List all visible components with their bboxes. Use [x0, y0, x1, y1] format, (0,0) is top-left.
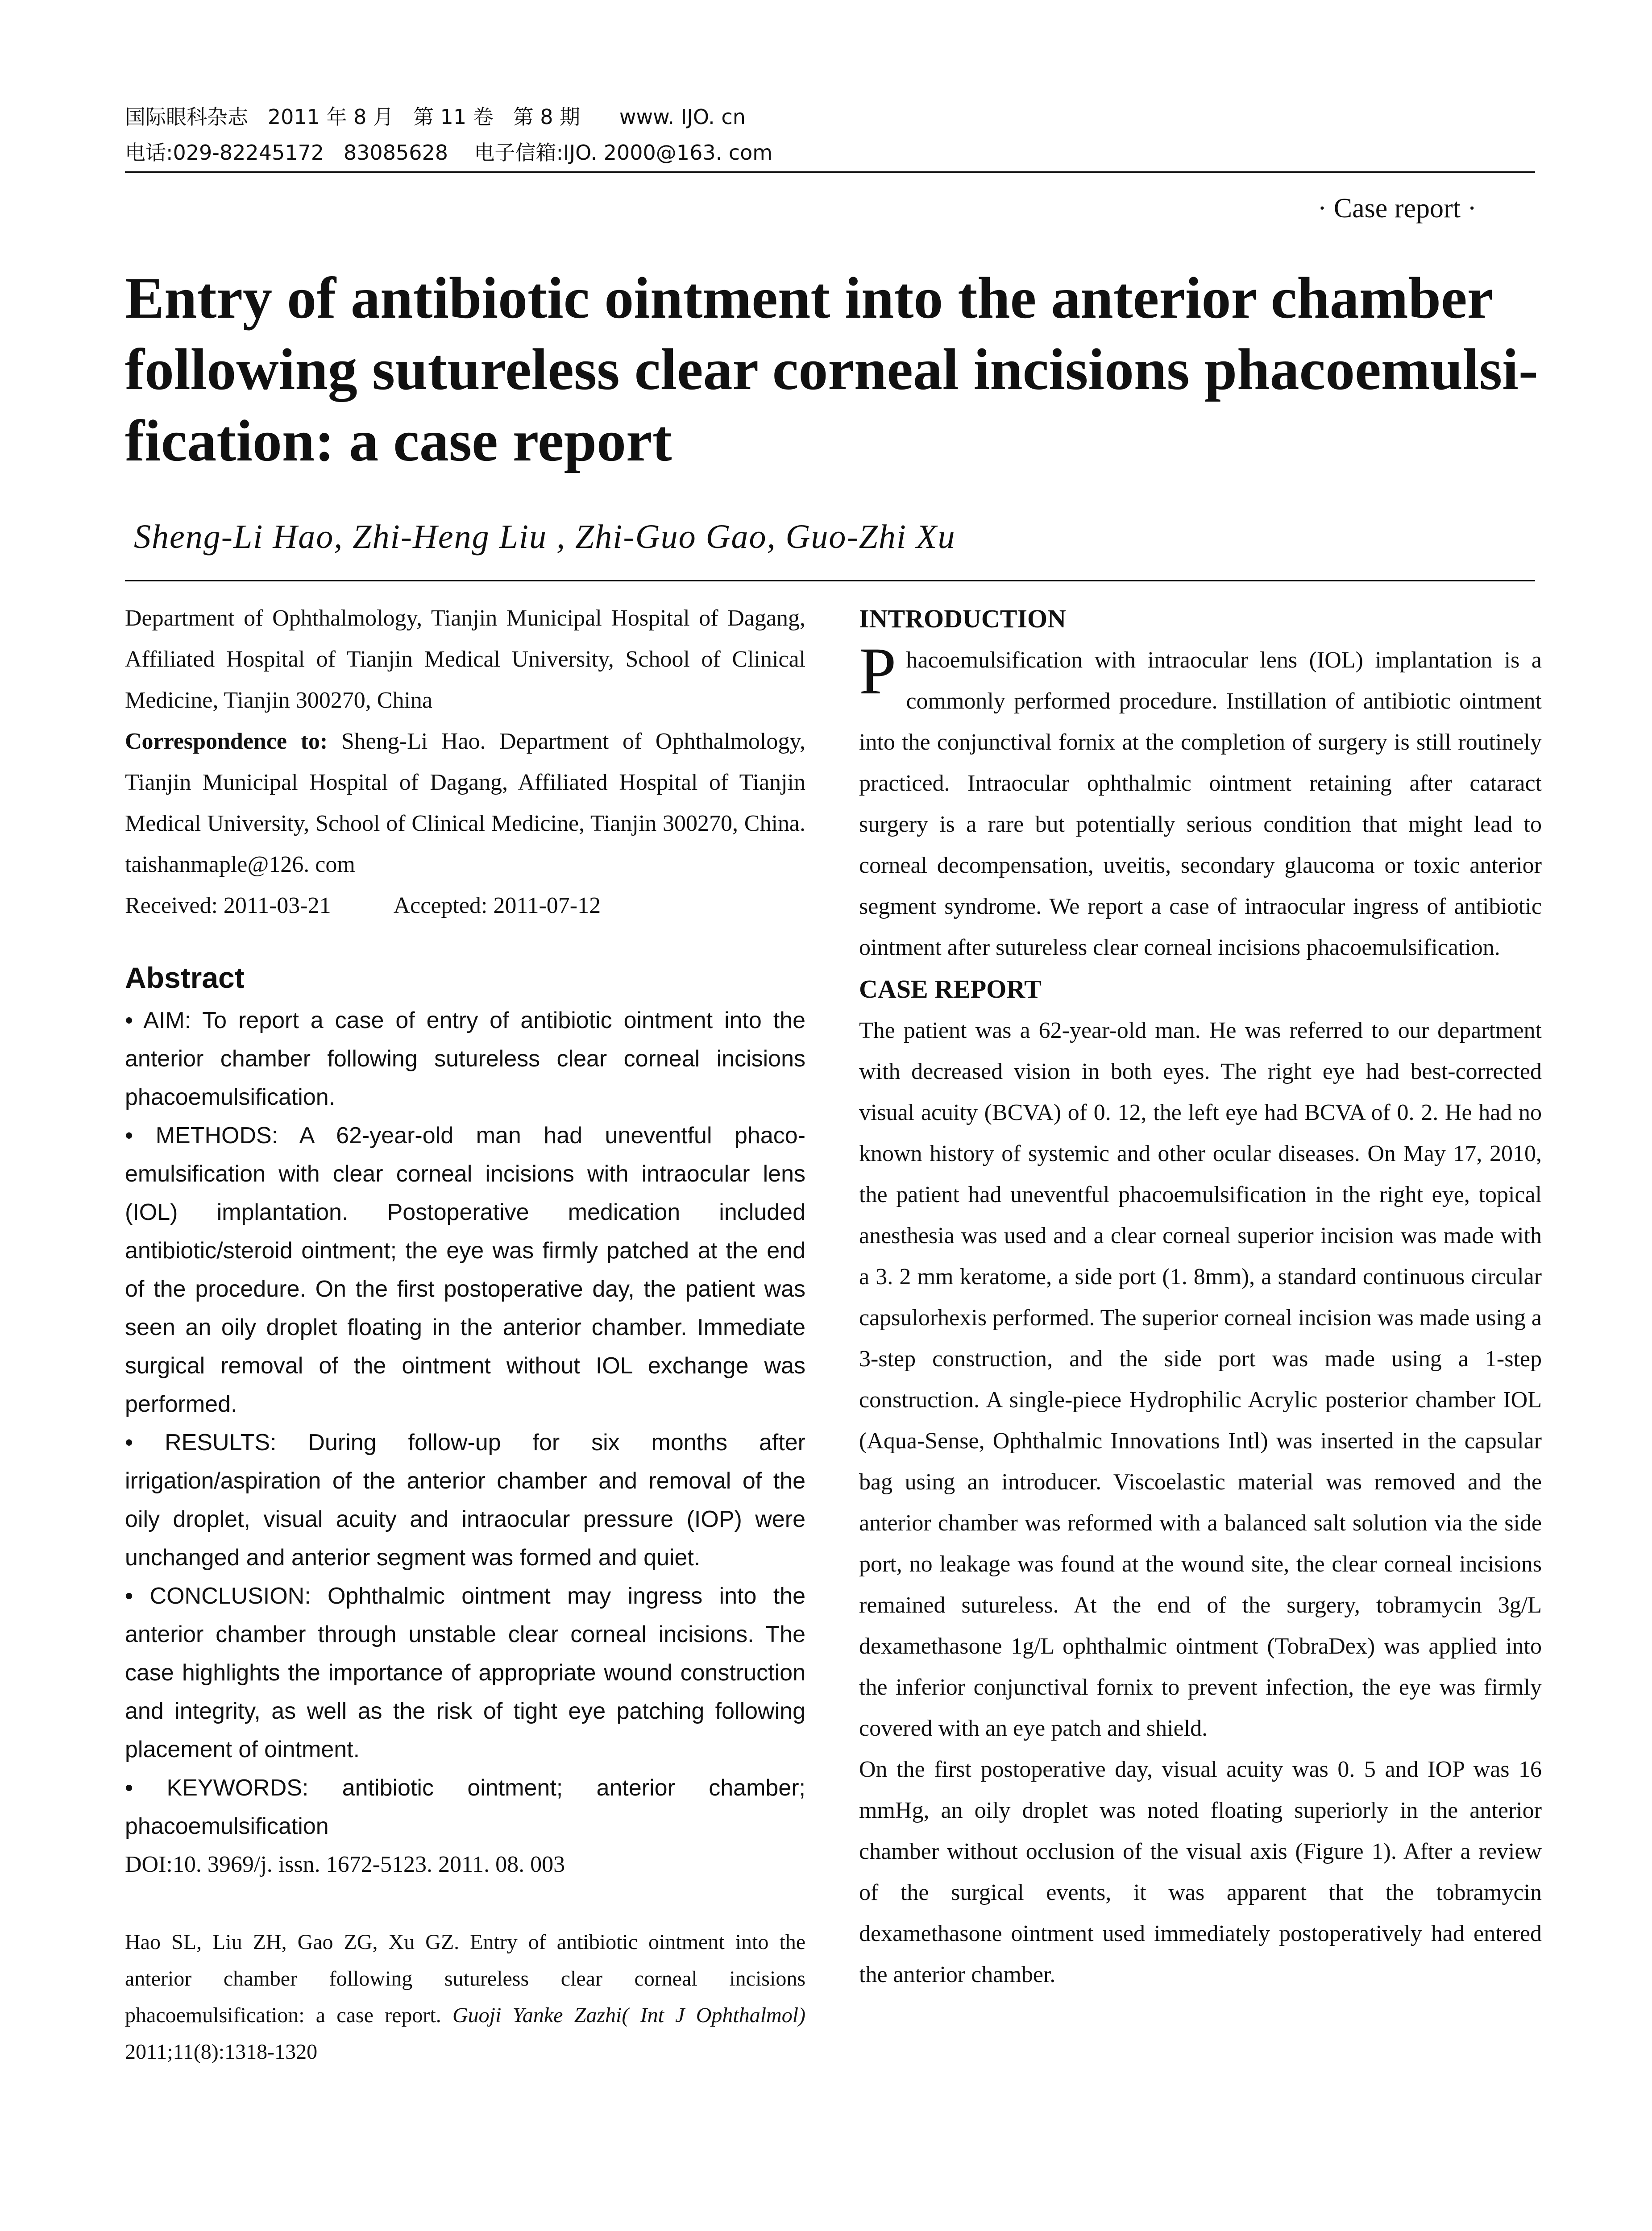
- correspondence-text: Sheng-Li Hao. Department of Ophthalmology, Tianjin Municipal Hospital of Dagang, Affiliated Hospital of Tianjin Medical University, School of Clinical Medicine, Tianjin 300270, China. taishanmaple@126. com: [125, 729, 805, 877]
- abstract-methods: • METHODS: A 62-year-old man had uneventful phaco-emulsification with clear corneal incisions with intraocular lens (IOL) implantation. Postoperative medication included antibiotic/steroid ointment; the eye was firmly patched at the end of the procedure. On the first postoperative day, the patient was seen an oily droplet floating in the anterior chamber. Immediate surgical removal of the ointment without IOL exchange was performed.: [125, 1123, 805, 1417]
- abstract-keywords: • KEYWORDS: antibiotic ointment; anterior chamber; phacoemulsification: [125, 1775, 805, 1839]
- case-report-paragraph-2: On the first postoperative day, visual acuity was 0. 5 and IOP was 16 mmHg, an oily droplet was noted floating superiorly in the anterior chamber without occlusion of the visual axis (Figure 1). After a review of the surgical events, it was apparent that the tobramycin dexamethasone ointment used immediately postoperatively had entered the anterior chamber.: [859, 1757, 1542, 1987]
- introduction-body: hacoemulsification with intraocular lens (IOL) implantation is a commonly performed procedure. Instillation of antibiotic ointment into the conjunctival fornix at the completion of surgery is still routinely practiced. Intraocular ophthalmic ointment retaining after cataract surgery is a rare but potentially serious condition that might lead to corneal decompensation, uveitis, secondary glaucoma or toxic anterior segment syndrome. We report a case of intraocular ingress of antibiotic ointment after sutureless clear corneal incisions phacoemulsification.: [859, 647, 1542, 960]
- citation-text: Hao SL, Liu ZH, Gao ZG, Xu GZ. Entry of antibiotic ointment into the anterior chamber following sutureless clear corneal incisions phacoemulsification: a case report.: [125, 1930, 805, 2027]
- left-column: [125, 598, 805, 2070]
- introduction-heading: INTRODUCTION: [859, 604, 1067, 633]
- citation-volume: 2011;11(8):1318-1320: [125, 2040, 318, 2064]
- correspondence: [125, 721, 805, 885]
- abstract-aim: • AIM: To report a case of entry of antibiotic ointment into the anterior chamber following sutureless clear corneal incisions phacoemulsification.: [125, 1008, 805, 1110]
- abstract-heading: Abstract: [125, 961, 245, 994]
- introduction-text: [859, 634, 1542, 968]
- drop-cap: P: [859, 634, 897, 708]
- accepted-date: Accepted: 2011-07-12: [393, 893, 601, 918]
- case-report-heading: CASE REPORT: [859, 975, 1042, 1004]
- article-title: Entry of antibiotic ointment into the anterior chamber following sutureless clear corneal incisions phacoemulsi-fication: a case report: [125, 265, 1538, 473]
- citation: [125, 1924, 805, 2070]
- header-divider: [125, 171, 1535, 173]
- section-label: · Case report ·: [1317, 193, 1477, 224]
- affiliation: Department of Ophthalmology, Tianjin Municipal Hospital of Dagang, Affiliated Hospital of Tianjin Medical University, School of Clinical Medicine, Tianjin 300270, China: [125, 605, 805, 713]
- author-divider: [125, 580, 1535, 581]
- received-date: Received: 2011-03-21: [125, 893, 331, 918]
- journal-info-line: 国际眼科杂志 2011 年 8 月 第 11 卷 第 8 期 www. IJO. cn: [125, 105, 746, 129]
- journal-contact-line: 电话:029-82245172 83085628 电子信箱:IJO. 2000@163. com: [125, 141, 773, 165]
- submission-dates: [125, 885, 805, 926]
- correspondence-label: Correspondence to:: [125, 729, 328, 754]
- abstract-conclusion: • CONCLUSION: Ophthalmic ointment may ingress into the anterior chamber through unstable clear corneal incisions. The case highlights the importance of appropriate wound construction and integrity, as well as the risk of tight eye patching following placement of ointment.: [125, 1583, 805, 1762]
- author-list: Sheng-Li Hao, Zhi-Heng Liu , Zhi-Guo Gao, Guo-Zhi Xu: [134, 518, 956, 556]
- journal-header: [125, 99, 1535, 170]
- citation-journal: Guoji Yanke Zazhi( Int J Ophthalmol): [452, 2003, 806, 2027]
- abstract-results: • RESULTS: During follow-up for six months after irrigation/aspiration of the anterior chamber and removal of the oily droplet, visual acuity and intraocular pressure (IOP) were unchanged and anterior segment was formed and quiet.: [125, 1430, 805, 1571]
- doi: DOI:10. 3969/j. issn. 1672-5123. 2011. 08. 003: [125, 1852, 565, 1877]
- right-column: [859, 598, 1542, 1995]
- case-report-paragraph-1: The patient was a 62-year-old man. He was referred to our department with decreased vision in both eyes. The right eye had best-corrected visual acuity (BCVA) of 0. 12, the left eye had BCVA of 0. 2. He had no known history of systemic and other ocular diseases. On May 17, 2010, the patient had uneventful phacoemulsification in the right eye, topical anesthesia was used and a clear corneal superior incision was made with a 3. 2 mm keratome, a side port (1. 8mm), a standard continuous circular capsulorhexis performed. The superior corneal incision was made using a 3-step construction, and the side port was made using a 1-step construction. A single-piece Hydrophilic Acrylic posterior chamber IOL (Aqua-Sense, Ophthalmic Innovations Intl) was inserted in the capsular bag using an introducer. Viscoelastic material was removed and the anterior chamber was reformed with a balanced salt solution via the side port, no leakage was found at the wound site, the clear corneal incisions remained sutureless. At the end of the surgery, tobramycin 3g/L dexamethasone 1g/L ophthalmic ointment (TobraDex) was applied into the inferior conjunctival fornix to prevent infection, the eye was firmly covered with an eye patch and shield.: [859, 1018, 1542, 1741]
